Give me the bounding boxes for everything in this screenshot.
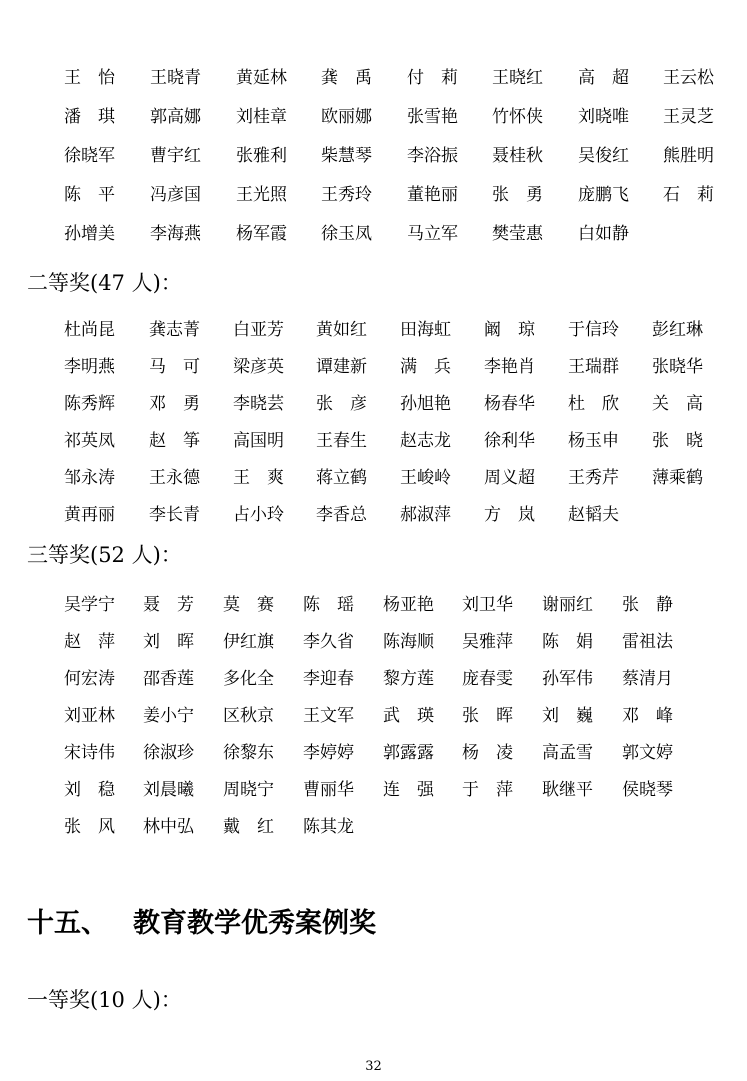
- person-name: 马可: [149, 357, 217, 377]
- person-name: 李晓芸: [233, 394, 284, 414]
- person-name: 耿继平: [542, 780, 593, 800]
- person-name: 周义超: [484, 468, 535, 488]
- person-name: 吴俊红: [578, 146, 629, 166]
- person-name: 王晓青: [150, 68, 201, 88]
- person-name: 张勇: [492, 185, 560, 205]
- person-name: 周晓宁: [223, 780, 274, 800]
- person-name: 李香总: [316, 505, 367, 525]
- person-name: 王瑞群: [568, 357, 619, 377]
- person-name: 陈海顺: [383, 632, 434, 652]
- person-name: 杨凌: [462, 743, 530, 763]
- person-name: 徐晓军: [64, 146, 115, 166]
- person-name: 杨军霞: [236, 224, 287, 244]
- person-name: 蔡清月: [622, 669, 673, 689]
- person-name: 李长青: [149, 505, 200, 525]
- person-name: 吴雅萍: [462, 632, 513, 652]
- person-name: 谭建新: [316, 357, 367, 377]
- person-name: 彭红琳: [652, 320, 703, 340]
- page-number: 32: [365, 1059, 382, 1074]
- person-name: 王灵芝: [663, 107, 714, 127]
- person-name: 区秋京: [223, 706, 274, 726]
- person-name: 张晓华: [652, 357, 703, 377]
- person-name: 刘桂章: [236, 107, 287, 127]
- person-name: 冯彦国: [150, 185, 201, 205]
- person-name: 张风: [64, 817, 132, 837]
- person-name: 高孟雪: [542, 743, 593, 763]
- person-name: 黎方莲: [383, 669, 434, 689]
- person-name: 董艳丽: [407, 185, 458, 205]
- person-name: 侯晓琴: [622, 780, 673, 800]
- person-name: 龚禹: [321, 68, 389, 88]
- person-name: 刘晨曦: [143, 780, 194, 800]
- person-name: 潘琪: [64, 107, 132, 127]
- person-name: 郭文婷: [622, 743, 673, 763]
- person-name: 刘晓唯: [578, 107, 629, 127]
- person-name: 刘稳: [64, 780, 132, 800]
- person-name: 方岚: [484, 505, 552, 525]
- person-name: 白亚芳: [233, 320, 284, 340]
- person-name: 张晓: [652, 431, 720, 451]
- person-name: 邹永涛: [64, 468, 115, 488]
- person-name: 赵韬夫: [568, 505, 619, 525]
- person-name: 田海虹: [400, 320, 451, 340]
- person-name: 戴红: [223, 817, 291, 837]
- person-name: 宋诗伟: [64, 743, 115, 763]
- third-prize-heading: 三等奖(52 人)：: [27, 543, 182, 567]
- section-15-title: [27, 908, 376, 940]
- person-name: 姜小宁: [143, 706, 194, 726]
- person-name: 于萍: [462, 780, 530, 800]
- person-name: 徐淑珍: [143, 743, 194, 763]
- person-name: 林中弘: [143, 817, 194, 837]
- person-name: 王峻岭: [400, 468, 451, 488]
- person-name: 石莉: [663, 185, 731, 205]
- person-name: 薄乘鹤: [652, 468, 703, 488]
- person-name: 白如静: [578, 224, 629, 244]
- section-number: 十五、: [27, 908, 108, 939]
- person-name: 柴慧琴: [321, 146, 372, 166]
- person-name: 吴学宁: [64, 595, 115, 615]
- person-name: 李海燕: [150, 224, 201, 244]
- person-name: 聂桂秋: [492, 146, 543, 166]
- person-name: 孙旭艳: [400, 394, 451, 414]
- person-name: 谢丽红: [542, 595, 593, 615]
- person-name: 刘卫华: [462, 595, 513, 615]
- person-name: 李浴振: [407, 146, 458, 166]
- person-name: 李迎春: [303, 669, 354, 689]
- person-name: 刘亚林: [64, 706, 115, 726]
- person-name: 樊莹惠: [492, 224, 543, 244]
- person-name: 郭露露: [383, 743, 434, 763]
- person-name: 关高: [652, 394, 720, 414]
- person-name: 李久省: [303, 632, 354, 652]
- person-name: 张雪艳: [407, 107, 458, 127]
- person-name: 王春生: [316, 431, 367, 451]
- person-name: 孙军伟: [542, 669, 593, 689]
- person-name: 李婷婷: [303, 743, 354, 763]
- person-name: 张晖: [462, 706, 530, 726]
- first-prize-heading: 一等奖(10 人)：: [27, 988, 182, 1012]
- person-name: 武瑛: [383, 706, 451, 726]
- section-name: 教育教学优秀案例奖: [133, 908, 376, 939]
- person-name: 王文军: [303, 706, 354, 726]
- person-name: 王晓红: [492, 68, 543, 88]
- person-name: 多化全: [223, 669, 274, 689]
- person-name: 李明燕: [64, 357, 115, 377]
- person-name: 王永德: [149, 468, 200, 488]
- person-name: 王爽: [233, 468, 301, 488]
- person-name: 王秀玲: [321, 185, 372, 205]
- person-name: 熊胜明: [663, 146, 714, 166]
- person-name: 徐玉凤: [321, 224, 372, 244]
- person-name: 张静: [622, 595, 690, 615]
- person-name: 龚志菁: [149, 320, 200, 340]
- person-name: 付莉: [407, 68, 475, 88]
- person-name: 徐利华: [484, 431, 535, 451]
- person-name: 庞鹏飞: [578, 185, 629, 205]
- person-name: 邵香莲: [143, 669, 194, 689]
- person-name: 满兵: [400, 357, 468, 377]
- person-name: 马立军: [407, 224, 458, 244]
- person-name: 郝淑萍: [400, 505, 451, 525]
- person-name: 王秀芹: [568, 468, 619, 488]
- person-name: 刘晖: [143, 632, 211, 652]
- person-name: 陈瑶: [303, 595, 371, 615]
- person-name: 连强: [383, 780, 451, 800]
- person-name: 曹丽华: [303, 780, 354, 800]
- person-name: 杨玉申: [568, 431, 619, 451]
- person-name: 邓勇: [149, 394, 217, 414]
- person-name: 陈秀辉: [64, 394, 115, 414]
- person-name: 黄延林: [236, 68, 287, 88]
- person-name: 伊红旗: [223, 632, 274, 652]
- person-name: 徐黎东: [223, 743, 274, 763]
- person-name: 祁英凤: [64, 431, 115, 451]
- person-name: 何宏涛: [64, 669, 115, 689]
- person-name: 聂芳: [143, 595, 211, 615]
- person-name: 陈其龙: [303, 817, 354, 837]
- person-name: 王云松: [663, 68, 714, 88]
- person-name: 赵筝: [149, 431, 217, 451]
- person-name: 杨春华: [484, 394, 535, 414]
- person-name: 陈娟: [542, 632, 610, 652]
- person-name: 欧丽娜: [321, 107, 372, 127]
- person-name: 杜欣: [568, 394, 636, 414]
- person-name: 张彦: [316, 394, 384, 414]
- person-name: 梁彦英: [233, 357, 284, 377]
- person-name: 竹怀侠: [492, 107, 543, 127]
- person-name: 高超: [578, 68, 646, 88]
- person-name: 郭高娜: [150, 107, 201, 127]
- person-name: 占小玲: [233, 505, 284, 525]
- person-name: 王怡: [64, 68, 132, 88]
- person-name: 黄如红: [316, 320, 367, 340]
- person-name: 莫赛: [223, 595, 291, 615]
- person-name: 庞春雯: [462, 669, 513, 689]
- person-name: 李艳肖: [484, 357, 535, 377]
- person-name: 阚琼: [484, 320, 552, 340]
- person-name: 赵志龙: [400, 431, 451, 451]
- person-name: 雷祖法: [622, 632, 673, 652]
- person-name: 邓峰: [622, 706, 690, 726]
- person-name: 孙增美: [64, 224, 115, 244]
- person-name: 王光照: [236, 185, 287, 205]
- person-name: 曹宇红: [150, 146, 201, 166]
- person-name: 陈平: [64, 185, 132, 205]
- person-name: 黄再丽: [64, 505, 115, 525]
- person-name: 赵萍: [64, 632, 132, 652]
- person-name: 于信玲: [568, 320, 619, 340]
- person-name: 刘巍: [542, 706, 610, 726]
- person-name: 杨亚艳: [383, 595, 434, 615]
- person-name: 蒋立鹤: [316, 468, 367, 488]
- person-name: 杜尚昆: [64, 320, 115, 340]
- second-prize-heading: 二等奖(47 人)：: [27, 271, 182, 295]
- person-name: 张雅利: [236, 146, 287, 166]
- person-name: 高国明: [233, 431, 284, 451]
